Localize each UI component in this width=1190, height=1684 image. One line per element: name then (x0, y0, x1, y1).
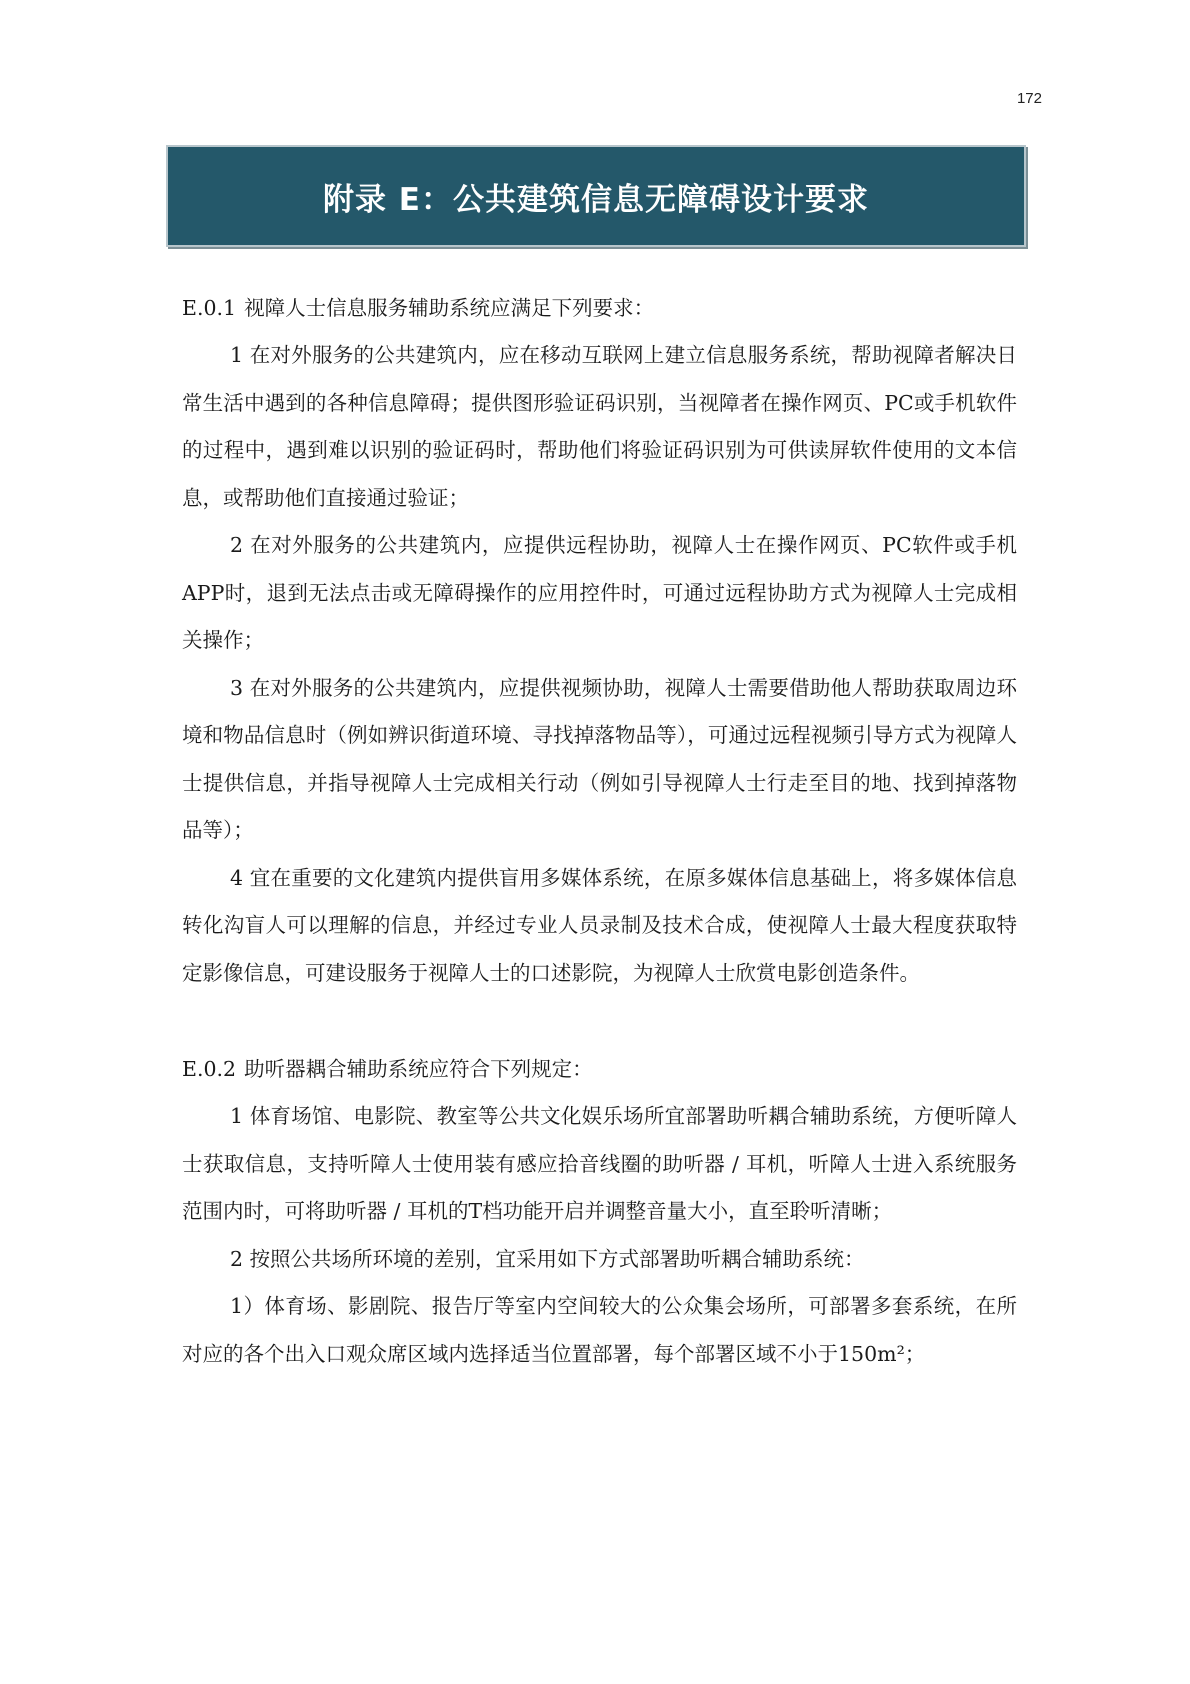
clause-heading-text: 视障人士信息服务辅助系统应满足下列要求： (244, 296, 655, 320)
clause-item: 2 在对外服务的公共建筑内，应提供远程协助，视障人士在操作网页、PC软件或手机APP时，退到无法点击或无障碍操作的应用控件时，可通过远程协助方式为视障人士完成相关操作； (182, 533, 1017, 652)
clause-item: 4 宜在重要的文化建筑内提供盲用多媒体系统，在原多媒体信息基础上，将多媒体信息转化沟盲人可以理解的信息，并经过专业人员录制及技术合成，使视障人士最大程度获取特定影像信息，可建设服务于视障人士的口述影院，为视障人士欣赏电影创造条件。 (182, 865, 1017, 985)
title-banner (166, 145, 1026, 247)
clause-number: E.0.1 (182, 296, 237, 320)
page-title: 附录 E：公共建筑信息无障碍设计要求 (323, 181, 869, 218)
clause-item: 1 体育场馆、电影院、教室等公共文化娱乐场所宜部署助听耦合辅助系统，方便听障人士获取信息，支持听障人士使用装有感应拾音线圈的助听器 / 耳机，听障人士进入系统服务范围内时，可将助听器 / 耳机的T档功能开启并调整音量大小，直至聆听清晰； (182, 1104, 1017, 1223)
clause-number: E.0.2 (182, 1057, 237, 1081)
section-e02 (182, 1045, 1017, 1378)
clause-item: 2 按照公共场所环境的差别，宜采用如下方式部署助听耦合辅助系统： (230, 1246, 865, 1271)
clause-heading (182, 284, 1017, 332)
page-number: 172 (1016, 90, 1042, 107)
section-e01 (182, 284, 1017, 997)
document-body (182, 284, 1017, 1378)
clause-item: 1 在对外服务的公共建筑内，应在移动互联网上建立信息服务系统，帮助视障者解决日常生活中遇到的各种信息障碍；提供图形验证码识别，当视障者在操作网页、PC或手机软件的过程中，遇到难以识别的验证码时，帮助他们将验证码识别为可供读屏软件使用的文本信息，或帮助他们直接通过验证； (182, 343, 1017, 510)
clause-heading-text: 助听器耦合辅助系统应符合下列规定： (244, 1057, 593, 1081)
clause-item: 1）体育场、影剧院、报告厅等室内空间较大的公众集会场所，可部署多套系统，在所对应的各个出入口观众席区域内选择适当位置部署，每个部署区域不小于150m²； (182, 1294, 1017, 1366)
clause-heading (182, 1045, 1017, 1093)
clause-item: 3 在对外服务的公共建筑内，应提供视频协助，视障人士需要借助他人帮助获取周边环境和物品信息时（例如辨识街道环境、寻找掉落物品等），可通过远程视频引导方式为视障人士提供信息，并指导视障人士完成相关行动（例如引导视障人士行走至目的地、找到掉落物品等）； (182, 675, 1017, 842)
